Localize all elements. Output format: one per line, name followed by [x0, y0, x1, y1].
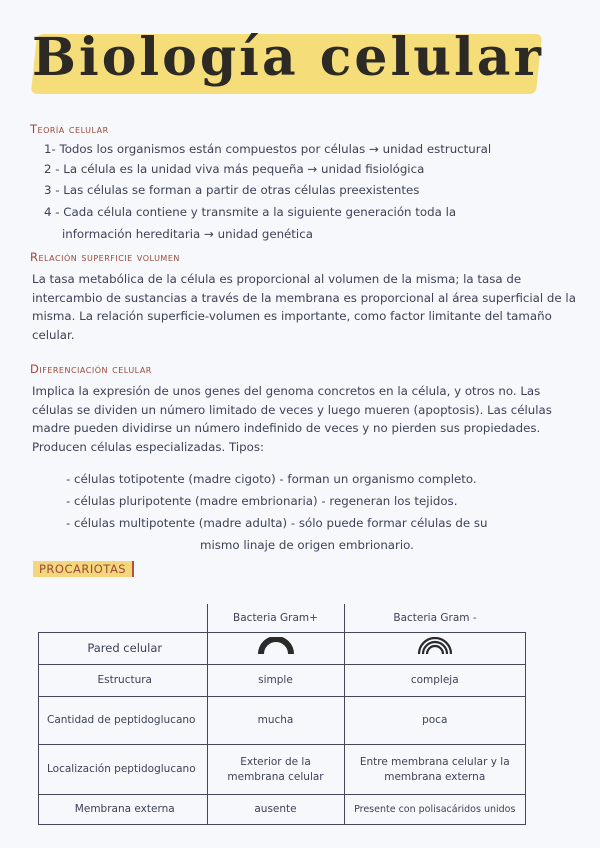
- gram-pos-localizacion: Exterior de la membrana celular: [207, 745, 344, 795]
- row-label-cantidad: Cantidad de peptidoglucano: [39, 697, 208, 745]
- title-block: [28, 18, 544, 98]
- teoria-item-4-cont: información hereditaria → unidad genética: [62, 227, 313, 241]
- gram-neg-membrana: Presente con polisacáridos unidos: [344, 795, 526, 825]
- relacion-paragraph: La tasa metabólica de la célula es proporcional al volumen de la misma; la tasa de intercambio de sustancias a través de la membrana es proporcional al área superficial de la misma. La relación superficie-volumen es importante, como factor limitante del tamaño celular.: [32, 272, 576, 342]
- table-row: [39, 745, 526, 795]
- teoria-item-2: 2 - La célula es la unidad viva más pequeña → unidad fisiológica: [44, 162, 425, 176]
- gram-pos-cantidad: mucha: [207, 697, 344, 745]
- gram-neg-localizacion: Entre membrana celular y la membrana externa: [344, 745, 526, 795]
- row-label-localizacion: Localización peptidoglucano: [39, 745, 208, 795]
- gram-positive-wall-icon: [258, 637, 294, 655]
- row-label-estructura: Estructura: [39, 665, 208, 697]
- table-row: [39, 665, 526, 697]
- table-header-empty: [39, 604, 208, 633]
- table-header-gram-pos: Bacteria Gram+: [207, 604, 344, 633]
- gram-neg-cantidad: poca: [344, 697, 526, 745]
- page-title: Biología celular: [32, 27, 544, 88]
- table-header-row: [39, 604, 526, 633]
- gram-negative-wall-icon: [417, 637, 453, 655]
- tipo-totipotente: - células totipotente (madre cigoto) - forman un organismo completo.: [66, 472, 477, 486]
- gram-pos-estructura: simple: [207, 665, 344, 697]
- procariotas-tag: PROCARIOTAS: [33, 561, 134, 577]
- table-row: [39, 795, 526, 825]
- tipo-multipotente: - células multipotente (madre adulta) - sólo puede formar células de su: [66, 516, 488, 530]
- teoria-heading: Teoría celular: [30, 122, 109, 136]
- table-header-gram-neg: Bacteria Gram -: [344, 604, 526, 633]
- diferenciacion-heading: Diferenciación celular: [30, 362, 152, 376]
- teoria-item-1: 1- Todos los organismos están compuestos por células → unidad estructural: [44, 142, 492, 156]
- table-row: [39, 697, 526, 745]
- gram-pos-membrana: ausente: [207, 795, 344, 825]
- table-row: [39, 633, 526, 665]
- relacion-heading: Relación superficie volumen: [30, 250, 180, 264]
- gram-neg-estructura: compleja: [344, 665, 526, 697]
- tipo-pluripotente: - células pluripotente (madre embrionaria) - regeneran los tejidos.: [66, 494, 458, 508]
- tipo-multipotente-cont: mismo linaje de origen embrionario.: [200, 538, 414, 552]
- procariotas-table: [38, 604, 526, 825]
- row-label-membrana: Membrana externa: [39, 795, 208, 825]
- gram-pos-pared-cell: [207, 633, 344, 665]
- row-label-pared: Pared celular: [39, 633, 208, 665]
- teoria-item-4: 4 - Cada célula contiene y transmite a la siguiente generación toda la: [44, 205, 457, 219]
- gram-neg-pared-cell: [344, 633, 526, 665]
- diferenciacion-paragraph: Implica la expresión de unos genes del genoma concretos en la célula, y otros no. Las células se dividen un número limitado de veces y luego mueren (apoptosis). Las células madre pueden dividirse un número indefinido de veces y no pierden sus propiedades. Producen células especializadas. Tipos:: [32, 384, 552, 454]
- teoria-item-3: 3 - Las células se forman a partir de otras células preexistentes: [44, 183, 420, 197]
